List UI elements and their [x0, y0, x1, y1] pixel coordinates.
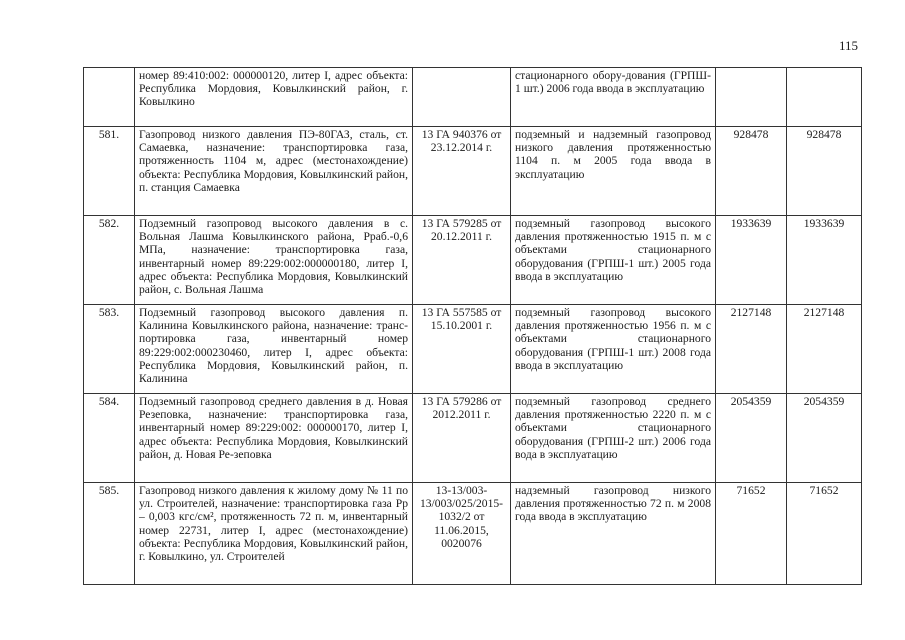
value-cell-1: 2054359: [716, 394, 787, 483]
row-number-cell: [84, 68, 135, 127]
characteristics-cell: надземный газопровод низкого давления протяженностью 72 п. м 2008 года ввода в эксплуатацию: [511, 483, 716, 585]
registration-cell: [413, 68, 511, 127]
row-number-cell: 581.: [84, 127, 135, 216]
value-cell-2: 928478: [787, 127, 862, 216]
table-row: [84, 127, 862, 216]
value-cell-1: 928478: [716, 127, 787, 216]
registration-cell: 13 ГА 940376 от 23.12.2014 г.: [413, 127, 511, 216]
value-cell-2: 1933639: [787, 216, 862, 305]
row-number-cell: 584.: [84, 394, 135, 483]
value-cell-2: 2054359: [787, 394, 862, 483]
registration-cell: 13-13/003-13/003/025/2015-1032/2 от 11.06.2015, 0020076: [413, 483, 511, 585]
object-name-cell: Подземный газопровод высокого давления в с. Вольная Лашма Ковылкинского района, Рраб.-0,6 МПа, назначение: транспортировка газа, инвентарный номер 89:229:002:000000180, литер I, адрес объекта: Республика Мордовия, Ковылкинский район, с. Вольная Лашма: [135, 216, 413, 305]
value-cell-1: 2127148: [716, 305, 787, 394]
table-row-continuation: [84, 68, 862, 127]
object-name-cell: Газопровод низкого давления ПЭ-80ГАЗ, сталь, ст. Самаевка, назначение: транспортировка газа, протяженность 1104 м, адрес (местонахождение) объекта: Республика Мордовия, Ковылкинский район, п. станция Самаевка: [135, 127, 413, 216]
row-number-cell: 583.: [84, 305, 135, 394]
value-cell-1: 71652: [716, 483, 787, 585]
object-name-cell: Газопровод низкого давления к жилому дому № 11 по ул. Строителей, назначение: транспортировка газа Рр – 0,003 кгс/см², протяженность 72 п. м, инвентарный номер 22731, литер I, адрес (местонахождение) объекта: Республика Мордовия, Ковылкинский район, г. Ковылкино, ул. Строителей: [135, 483, 413, 585]
characteristics-cell: стационарного обору-дования (ГРПШ- 1 шт.) 2006 года ввода в эксплуатацию: [511, 68, 716, 127]
value-cell-2: 2127148: [787, 305, 862, 394]
registration-cell: 13 ГА 579286 от 2012.2011 г.: [413, 394, 511, 483]
object-name-cell: Подземный газопровод высокого давления п. Калинина Ковылкинского района, назначение: транс-портировка газа, инвентарный номер 89:229:002:000230460, литер I, адрес объекта: Республика Мордовия, Ковылкинский район, п. Калинина: [135, 305, 413, 394]
characteristics-cell: подземный газопровод высокого давления протяженностью 1915 п. м с объектами стационарного оборудования (ГРПШ-1 шт.) 2005 года ввода в эксплуатацию: [511, 216, 716, 305]
row-number-cell: 582.: [84, 216, 135, 305]
table-row: [84, 216, 862, 305]
characteristics-cell: подземный газопровод высокого давления протяженностью 1956 п. м с объектами стационарного оборудования (ГРПШ-1 шт.) 2008 года ввода в эксплуатацию: [511, 305, 716, 394]
table-row: [84, 483, 862, 585]
object-name-cell: Подземный газопровод среднего давления в д. Новая Резеповка, назначение: транспортировка газа, инвентарный номер 89:229:002: 000000170, литер I, адрес объекта: Республика Мордовия, Ковылкинский район, д. Новая Ре-зеповка: [135, 394, 413, 483]
characteristics-cell: подземный и надземный газопровод низкого давления протяженностью 1104 п. м 2005 года ввода в эксплуатацию: [511, 127, 716, 216]
page-number: 115: [838, 38, 858, 53]
table-row: [84, 305, 862, 394]
value-cell-2: 71652: [787, 483, 862, 585]
object-name-cell: номер 89:410:002: 000000120, литер I, адрес объекта: Республика Мордовия, Ковылкинский район, г. Ковылкино: [135, 68, 413, 127]
registration-cell: 13 ГА 579285 от 20.12.2011 г.: [413, 216, 511, 305]
row-number-cell: 585.: [84, 483, 135, 585]
value-cell-1: 1933639: [716, 216, 787, 305]
value-cell-1: [716, 68, 787, 127]
registration-cell: 13 ГА 557585 от 15.10.2001 г.: [413, 305, 511, 394]
property-registry-table: [83, 67, 862, 585]
characteristics-cell: подземный газопровод среднего давления протяженностью 2220 п. м с объектами стационарного оборудования (ГРПШ-2 шт.) 2006 года вода в эксплуатацию: [511, 394, 716, 483]
table-row: [84, 394, 862, 483]
value-cell-2: [787, 68, 862, 127]
